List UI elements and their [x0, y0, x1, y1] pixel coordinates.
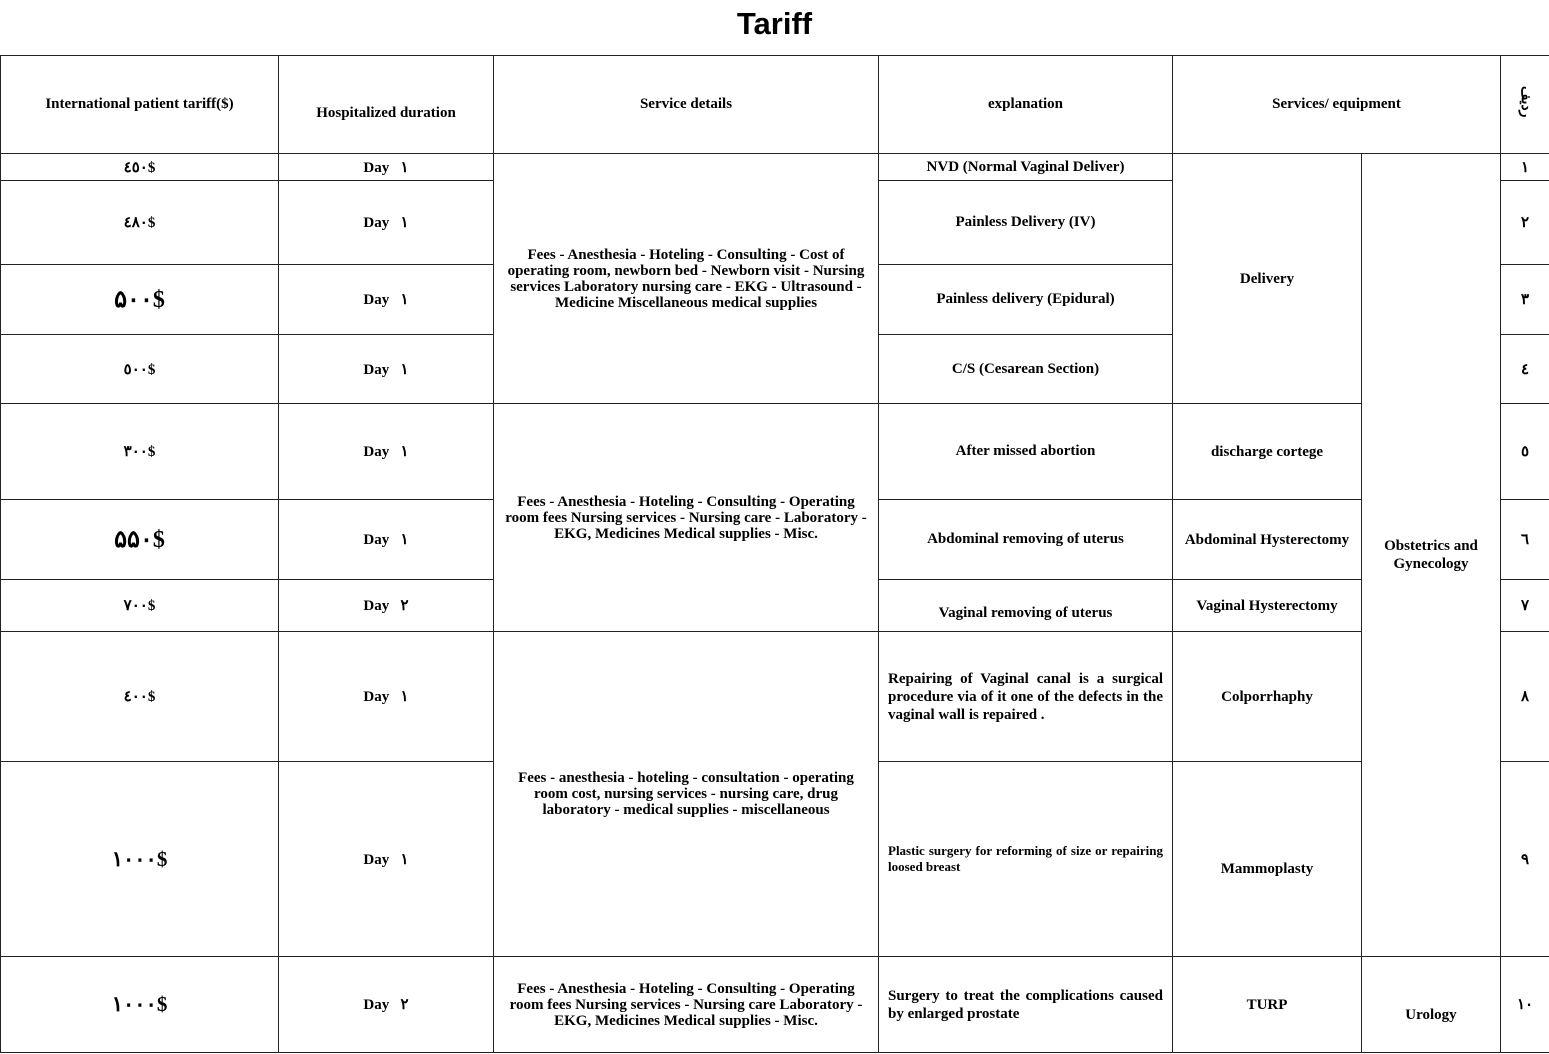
duration-value: ١	[400, 444, 409, 460]
price-cell: ٥٠٠$	[1, 335, 279, 404]
table-row	[1, 404, 1549, 500]
table-row	[1, 632, 1549, 762]
duration-cell	[279, 181, 494, 265]
row-number-cell: ٧	[1501, 580, 1549, 632]
service-details-text: Fees - Anesthesia - Hoteling - Consulting - Operating room fees Nursing services - Nursing care - Laboratory - EKG, Medicines Medical supplies - Misc.	[505, 493, 867, 542]
duration-unit: Day	[363, 159, 390, 176]
duration-value: ٢	[400, 997, 409, 1013]
tariff-table	[0, 55, 1549, 1053]
department-cell-obgyn: Obstetrics and Gynecology	[1362, 154, 1501, 957]
price-cell: ٣٠٠$	[1, 404, 279, 500]
explanation-cell: C/S (Cesarean Section)	[879, 335, 1173, 404]
table-row	[1, 957, 1549, 1053]
service-cell-delivery: Delivery	[1173, 154, 1362, 404]
duration-unit: Day	[363, 689, 390, 705]
duration-unit: Day	[363, 532, 390, 548]
row-number-cell: ٢	[1501, 181, 1549, 265]
duration-cell	[279, 335, 494, 404]
explanation-cell: Repairing of Vaginal canal is a surgical procedure via of it one of the defects in the vaginal wall is repaired .	[879, 632, 1173, 762]
row-number-cell: ٨	[1501, 632, 1549, 762]
service-cell: Vaginal Hysterectomy	[1173, 580, 1362, 632]
row-number-cell: ٩	[1501, 762, 1549, 957]
duration-value: ١	[400, 532, 409, 548]
service-details-cell	[494, 957, 879, 1053]
service-details-text: Fees - Anesthesia - Hoteling - Consulting - Cost of operating room, newborn bed - Newborn visit - Nursing services Laboratory nursing care - EKG - Ultrasound - Medicine Miscellaneous medical supplies	[507, 246, 865, 311]
duration-value: ١	[400, 361, 409, 378]
header-duration: Hospitalized duration	[279, 56, 494, 154]
explanation-cell: Plastic surgery for reforming of size or repairing loosed breast	[879, 762, 1173, 957]
price-cell: ٧٠٠$	[1, 580, 279, 632]
price-cell: ٤٠٠$	[1, 632, 279, 762]
header-tariff: International patient tariff($)	[1, 56, 279, 154]
header-service-details: Service details	[494, 56, 879, 154]
header-row-number	[1501, 56, 1549, 154]
row-number-cell: ٤	[1501, 335, 1549, 404]
price-cell: ٤٥٠$	[1, 154, 279, 181]
duration-value: ٢	[400, 598, 409, 614]
service-details-text: Fees - anesthesia - hoteling - consultation - operating room cost, nursing services - nursing care, drug laboratory - medical supplies - miscellaneous	[518, 770, 854, 818]
service-details-cell	[494, 404, 879, 632]
service-cell: Mammoplasty	[1173, 762, 1362, 957]
row-number-cell: ١٠	[1501, 957, 1549, 1053]
duration-cell	[279, 957, 494, 1053]
service-cell: Colporrhaphy	[1173, 632, 1362, 762]
header-row	[1, 56, 1549, 154]
explanation-cell: Painless Delivery (IV)	[879, 181, 1173, 265]
service-cell: Abdominal Hysterectomy	[1173, 500, 1362, 580]
duration-unit: Day	[363, 215, 390, 231]
row-number-cell: ٦	[1501, 500, 1549, 580]
header-explanation: explanation	[879, 56, 1173, 154]
duration-unit: Day	[363, 361, 390, 378]
row-number-cell: ١	[1501, 154, 1549, 181]
duration-unit: Day	[363, 997, 390, 1013]
table-row	[1, 154, 1549, 181]
row-number-cell: ٥	[1501, 404, 1549, 500]
explanation-cell: After missed abortion	[879, 404, 1173, 500]
page-title: Tariff	[736, 6, 813, 41]
duration-value: ١	[400, 689, 409, 705]
duration-cell	[279, 265, 494, 335]
duration-cell	[279, 632, 494, 762]
duration-unit: Day	[363, 292, 390, 308]
department-cell-urology: Urology	[1362, 957, 1501, 1053]
service-details-cell	[494, 632, 879, 957]
duration-unit: Day	[363, 444, 390, 460]
duration-cell	[279, 154, 494, 181]
price-cell: ١٠٠٠$	[1, 762, 279, 957]
explanation-cell: Painless delivery (Epidural)	[879, 265, 1173, 335]
price-cell: ۵۰۰$	[1, 265, 279, 335]
service-cell: TURP	[1173, 957, 1362, 1053]
explanation-cell: Vaginal removing of uterus	[879, 580, 1173, 632]
explanation-cell: Abdominal removing of uterus	[879, 500, 1173, 580]
duration-cell	[279, 404, 494, 500]
duration-unit: Day	[363, 598, 390, 614]
duration-cell	[279, 762, 494, 957]
explanation-cell: Surgery to treat the complications caused by enlarged prostate	[879, 957, 1173, 1053]
service-details-text: Fees - Anesthesia - Hoteling - Consulting - Operating room fees Nursing services - Nursing care Laboratory - EKG, Medicines Medical supplies - Misc.	[509, 980, 863, 1029]
duration-cell	[279, 500, 494, 580]
duration-value: ١	[400, 159, 409, 176]
duration-cell	[279, 580, 494, 632]
duration-value: ١	[400, 215, 409, 231]
price-cell: ٤٨٠$	[1, 181, 279, 265]
explanation-cell: NVD (Normal Vaginal Deliver)	[879, 154, 1173, 181]
duration-unit: Day	[363, 851, 390, 868]
duration-value: ١	[400, 851, 409, 868]
header-row-number-label: ردیف	[1518, 86, 1533, 118]
row-number-cell: ٣	[1501, 265, 1549, 335]
service-details-cell	[494, 154, 879, 404]
duration-value: ١	[400, 292, 409, 308]
header-services-equipment: Services/ equipment	[1173, 56, 1501, 154]
service-cell: discharge cortege	[1173, 404, 1362, 500]
price-cell: ۵۵۰$	[1, 500, 279, 580]
price-cell: ١٠٠٠$	[1, 957, 279, 1053]
